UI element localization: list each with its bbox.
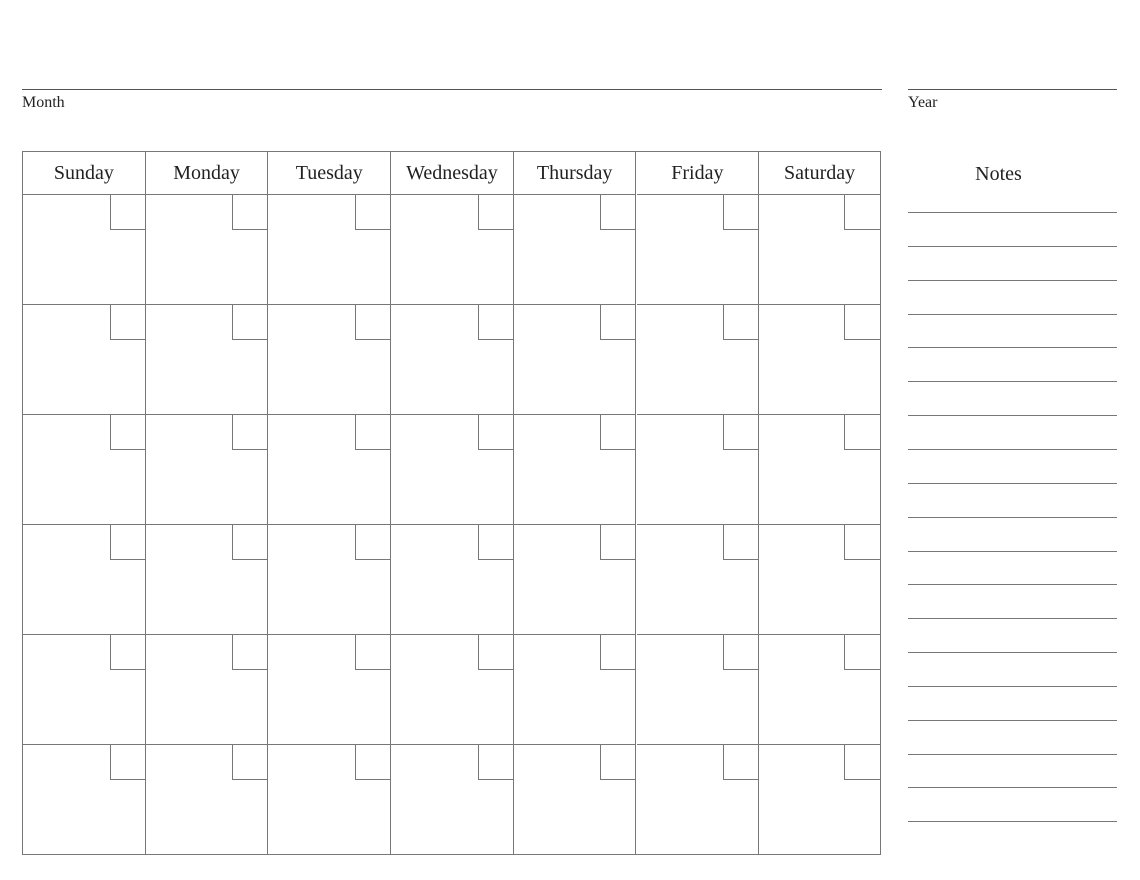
date-number-box[interactable] [844,304,880,340]
day-cell[interactable] [391,305,514,415]
notes-write-line[interactable] [908,584,1117,585]
date-number-box[interactable] [478,304,514,340]
day-cell[interactable] [759,195,880,305]
day-cell[interactable] [759,635,880,745]
day-cell[interactable] [637,305,760,415]
day-header-thursday: Thursday [514,152,637,195]
day-cell[interactable] [23,525,146,635]
day-cell[interactable] [268,305,391,415]
day-cell[interactable] [759,415,880,525]
notes-write-line[interactable] [908,449,1117,450]
day-header-wednesday: Wednesday [391,152,514,195]
notes-title: Notes [975,163,1022,185]
day-cell[interactable] [23,635,146,745]
day-cell[interactable] [514,415,637,525]
date-number-box[interactable] [723,304,759,340]
day-header-friday: Friday [637,152,760,195]
notes-write-line[interactable] [908,314,1117,315]
year-label: Year [908,94,938,111]
day-header-tuesday: Tuesday [268,152,391,195]
notes-write-line[interactable] [908,821,1117,822]
day-header-saturday: Saturday [759,152,880,195]
date-number-box[interactable] [232,304,268,340]
day-cell[interactable] [637,635,760,745]
day-cell[interactable] [268,415,391,525]
day-cell[interactable] [391,745,514,855]
day-cell[interactable] [759,525,880,635]
date-number-box[interactable] [600,524,636,560]
date-number-box[interactable] [355,194,391,230]
notes-write-line[interactable] [908,618,1117,619]
day-cell[interactable] [514,525,637,635]
notes-write-line[interactable] [908,686,1117,687]
date-number-box[interactable] [723,194,759,230]
day-header-sunday: Sunday [23,152,146,195]
notes-write-line[interactable] [908,517,1117,518]
notes-write-line[interactable] [908,381,1117,382]
date-number-box[interactable] [600,304,636,340]
date-number-box[interactable] [844,524,880,560]
date-number-box[interactable] [232,744,268,780]
day-cell[interactable] [637,415,760,525]
day-header-monday: Monday [146,152,269,195]
date-number-box[interactable] [110,524,146,560]
date-number-box[interactable] [844,744,880,780]
date-number-box[interactable] [478,634,514,670]
date-number-box[interactable] [478,524,514,560]
day-cell[interactable] [391,525,514,635]
date-number-box[interactable] [844,414,880,450]
day-cell[interactable] [23,195,146,305]
day-cell[interactable] [391,635,514,745]
day-cell[interactable] [268,525,391,635]
month-write-line [22,89,882,90]
day-cell[interactable] [23,415,146,525]
day-cell[interactable] [146,525,269,635]
date-number-box[interactable] [844,634,880,670]
date-number-box[interactable] [232,524,268,560]
date-number-box[interactable] [600,194,636,230]
notes-write-line[interactable] [908,212,1117,213]
day-cell[interactable] [146,745,269,855]
date-number-box[interactable] [600,414,636,450]
date-number-box[interactable] [110,304,146,340]
day-cell[interactable] [514,305,637,415]
date-number-box[interactable] [723,414,759,450]
day-cell[interactable] [268,635,391,745]
date-number-box[interactable] [600,744,636,780]
day-cell[interactable] [268,745,391,855]
day-cell[interactable] [637,745,760,855]
date-number-box[interactable] [600,634,636,670]
notes-write-line[interactable] [908,652,1117,653]
month-label: Month [22,94,65,111]
notes-write-line[interactable] [908,415,1117,416]
date-number-box[interactable] [355,524,391,560]
date-number-box[interactable] [355,744,391,780]
date-number-box[interactable] [478,744,514,780]
day-cell[interactable] [268,195,391,305]
notes-write-line[interactable] [908,551,1117,552]
day-cell[interactable] [759,745,880,855]
date-number-box[interactable] [723,744,759,780]
date-number-box[interactable] [355,414,391,450]
notes-write-line[interactable] [908,347,1117,348]
date-number-box[interactable] [355,634,391,670]
day-cell[interactable] [637,195,760,305]
date-number-box[interactable] [110,744,146,780]
date-number-box[interactable] [355,304,391,340]
day-cell[interactable] [146,635,269,745]
date-number-box[interactable] [232,194,268,230]
day-cell[interactable] [146,415,269,525]
day-cell[interactable] [391,195,514,305]
date-number-box[interactable] [478,414,514,450]
date-number-box[interactable] [110,634,146,670]
notes-write-line[interactable] [908,720,1117,721]
date-number-box[interactable] [232,414,268,450]
day-cell[interactable] [514,635,637,745]
day-cell[interactable] [637,525,760,635]
date-number-box[interactable] [478,194,514,230]
date-number-box[interactable] [723,634,759,670]
day-cell[interactable] [146,305,269,415]
date-number-box[interactable] [844,194,880,230]
day-cell[interactable] [23,745,146,855]
day-cell[interactable] [146,195,269,305]
notes-write-line[interactable] [908,280,1117,281]
day-cell[interactable] [391,415,514,525]
year-write-line [908,89,1117,90]
date-number-box[interactable] [110,194,146,230]
notes-write-line[interactable] [908,246,1117,247]
notes-write-line[interactable] [908,754,1117,755]
day-cell[interactable] [759,305,880,415]
day-cell[interactable] [514,195,637,305]
date-number-box[interactable] [232,634,268,670]
calendar-grid [22,151,881,855]
date-number-box[interactable] [110,414,146,450]
notes-write-line[interactable] [908,483,1117,484]
day-cell[interactable] [514,745,637,855]
date-number-box[interactable] [723,524,759,560]
day-cell[interactable] [23,305,146,415]
notes-write-line[interactable] [908,787,1117,788]
